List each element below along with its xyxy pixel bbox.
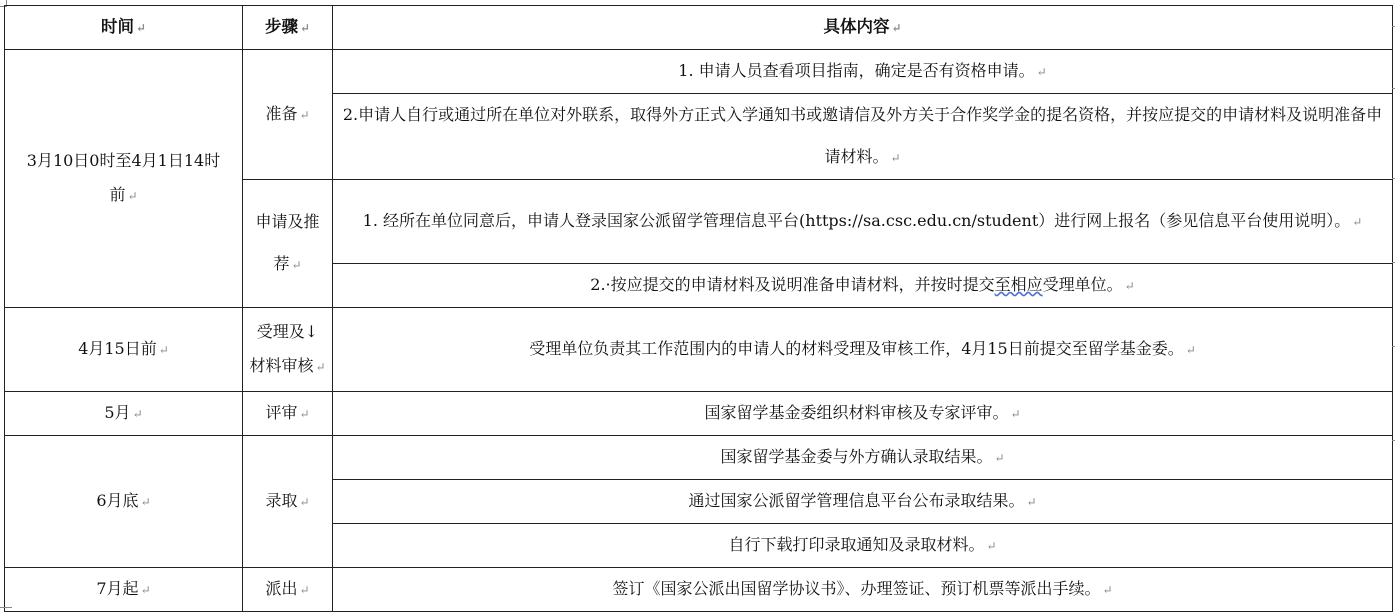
cell-prep-step: 准备 ↵ <box>243 50 333 180</box>
cell-admit-time: 6月底 ↵ <box>5 436 243 568</box>
table-row <box>5 436 1393 480</box>
cell-review-step: 评审 ↵ <box>243 392 333 436</box>
table-row <box>5 392 1393 436</box>
cell-prep-1: 1. 申请人员查看项目指南，确定是否有资格申请。 ↵ <box>333 50 1393 94</box>
table-row <box>5 308 1393 392</box>
cell-accept-step: 受理及↓ 材料审核 ↵ <box>243 308 333 392</box>
cell-admit-1: 国家留学基金委与外方确认录取结果。 ↵ <box>333 436 1393 480</box>
cell-apply-2: 2.·按应提交的申请材料及说明准备申请材料，并按时提交至相应受理单位。 ↵ <box>333 264 1393 308</box>
cell-dispatch-content: 签订《国家公派出国留学协议书》、办理签证、预订机票等派出手续。 ↵ <box>333 568 1393 612</box>
cell-apply-1: 1. 经所在单位同意后，申请人登录国家公派留学管理信息平台(https://sa.csc.edu.cn/student）进行网上报名（参见信息平台使用说明）。 ↵ <box>333 180 1393 264</box>
cell-accept-time: 4月15日前 ↵ <box>5 308 243 392</box>
cell-prep-2: 2.申请人自行或通过所在单位对外联系，取得外方正式入学通知书或邀请信及外方关于合作奖学金的提名资格，并按应提交的申请材料及说明准备申请材料。 ↵ <box>333 94 1393 180</box>
cell-admit-step: 录取 ↵ <box>243 436 333 568</box>
schedule-table <box>4 5 1393 612</box>
cell-dispatch-time: 7月起 ↵ <box>5 568 243 612</box>
cell-review-content: 国家留学基金委组织材料审核及专家评审。 ↵ <box>333 392 1393 436</box>
table-row <box>5 568 1393 612</box>
header-time: 时间 ↵ <box>5 6 243 50</box>
cell-dispatch-step: 派出 ↵ <box>243 568 333 612</box>
header-row <box>5 6 1393 50</box>
cell-admit-2: 通过国家公派留学管理信息平台公布录取结果。 ↵ <box>333 480 1393 524</box>
cell-prep-time: 3月10日0时至4月1日14时前 ↵ <box>5 50 243 308</box>
table-row <box>5 50 1393 94</box>
cell-review-time: 5月 ↵ <box>5 392 243 436</box>
header-step: 步骤 ↵ <box>243 6 333 50</box>
header-content: 具体内容 ↵ <box>333 6 1393 50</box>
cell-admit-3: 自行下载打印录取通知及录取材料。 ↵ <box>333 524 1393 568</box>
cell-accept-content: 受理单位负责其工作范围内的申请人的材料受理及审核工作，4月15日前提交至留学基金委。 ↵ <box>333 308 1393 392</box>
cell-apply-step: 申请及推荐 ↵ <box>243 180 333 308</box>
spellcheck-underline: 至相应 <box>994 275 1043 294</box>
